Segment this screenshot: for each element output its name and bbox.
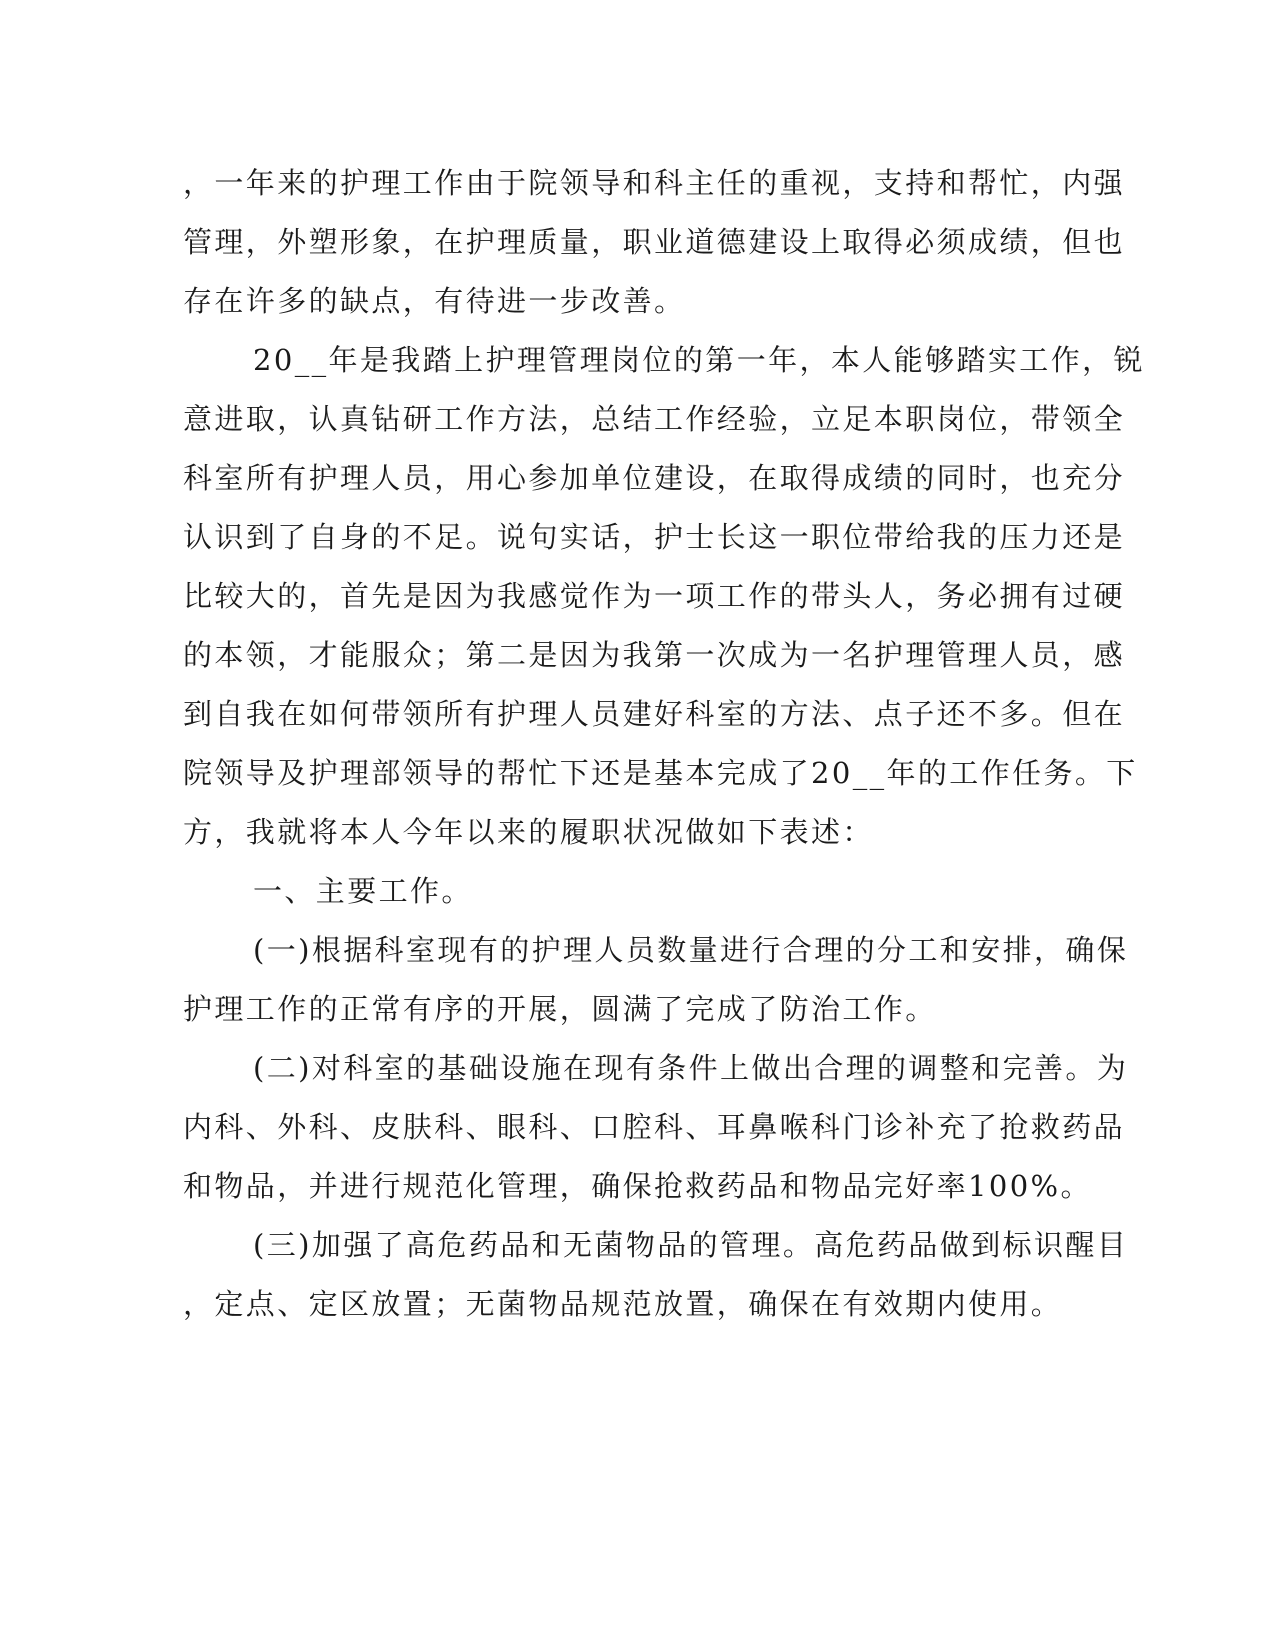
section-heading: 一、主要工作。 <box>253 874 473 908</box>
paragraph-line: ，一年来的护理工作由于院领导和科主任的重视，支持和帮忙，内强 <box>183 166 1126 200</box>
paragraph-line: 的本领，才能服众；第二是因为我第一次成为一名护理管理人员，感 <box>183 638 1126 672</box>
paragraph-line: 到自我在如何带领所有护理人员建好科室的方法、点子还不多。但在 <box>183 697 1126 731</box>
paragraph-line: (二)对科室的基础设施在现有条件上做出合理的调整和完善。为 <box>253 1051 1129 1085</box>
paragraph-line: 意进取，认真钻研工作方法，总结工作经验，立足本职岗位，带领全 <box>183 402 1126 436</box>
paragraph-line: 科室所有护理人员，用心参加单位建设，在取得成绩的同时，也充分 <box>183 461 1126 495</box>
paragraph-line: (三)加强了高危药品和无菌物品的管理。高危药品做到标识醒目 <box>253 1228 1129 1262</box>
section-heading-main-work <box>183 862 1043 921</box>
paragraph-line: 护理工作的正常有序的开展，圆满了完成了防治工作。 <box>183 992 937 1026</box>
paragraph-line: 内科、外科、皮肤科、眼科、口腔科、耳鼻喉科门诊补充了抢救药品 <box>183 1110 1126 1144</box>
paragraph-line: (一)根据科室现有的护理人员数量进行合理的分工和安排，确保 <box>253 933 1129 967</box>
paragraph-item-1 <box>183 921 1129 1039</box>
paragraph-first-year <box>183 331 1145 862</box>
paragraph-line: 和物品，并进行规范化管理，确保抢救药品和物品完好率100%。 <box>183 1169 1092 1203</box>
paragraph-item-2 <box>183 1039 1129 1216</box>
paragraph-line: 比较大的，首先是因为我感觉作为一项工作的带头人，务必拥有过硬 <box>183 579 1126 613</box>
paragraph-line: 方，我就将本人今年以来的履职状况做如下表述： <box>183 815 874 849</box>
paragraph-intro <box>183 154 1126 331</box>
paragraph-item-3 <box>183 1216 1129 1334</box>
document-body <box>183 154 1145 1334</box>
paragraph-line: 管理，外塑形象，在护理质量，职业道德建设上取得必须成绩，但也 <box>183 225 1126 259</box>
paragraph-line: 20__年是我踏上护理管理岗位的第一年，本人能够踏实工作，锐 <box>253 343 1145 377</box>
paragraph-line: 存在许多的缺点，有待进一步改善。 <box>183 284 686 318</box>
paragraph-line: ，定点、定区放置；无菌物品规范放置，确保在有效期内使用。 <box>183 1287 1063 1321</box>
paragraph-line: 院领导及护理部领导的帮忙下还是基本完成了20__年的工作任务。下 <box>183 756 1138 790</box>
paragraph-line: 认识到了自身的不足。说句实话，护士长这一职位带给我的压力还是 <box>183 520 1126 554</box>
